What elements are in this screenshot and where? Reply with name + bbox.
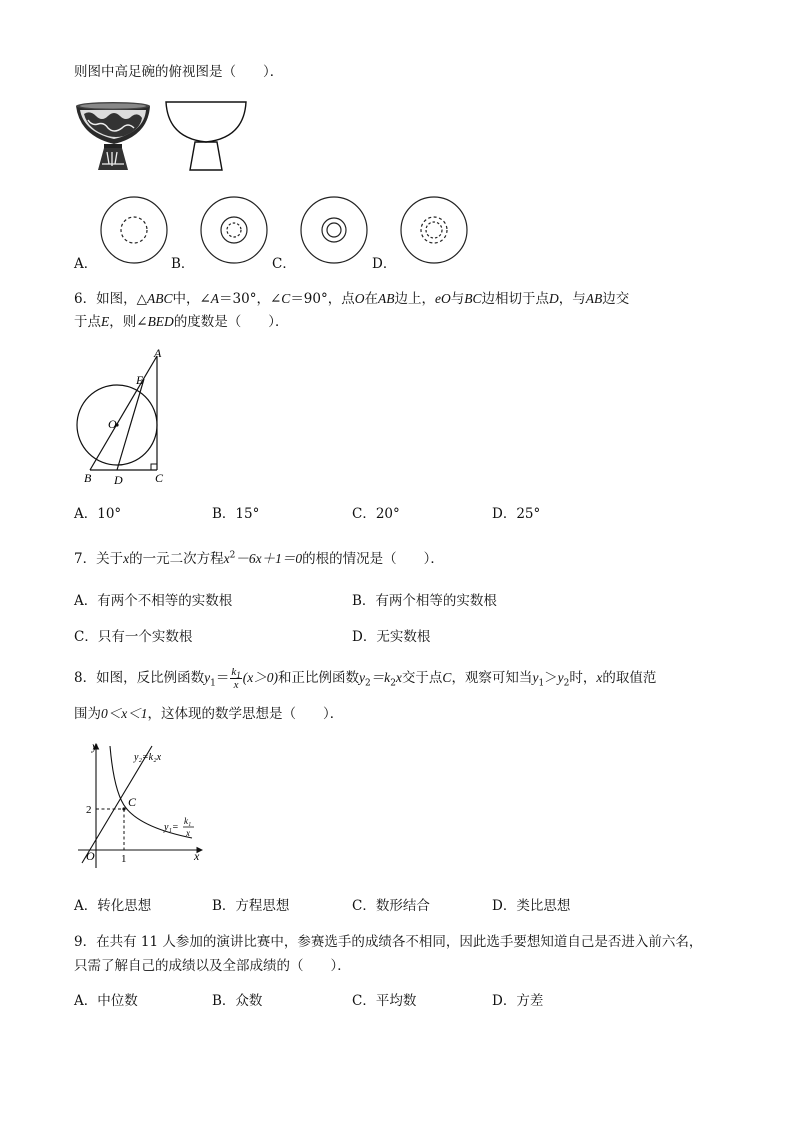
q7-option-a[interactable]: A．有两个不相等的实数根 [74,593,233,609]
curve-label-denominator: x [186,828,190,838]
bowl-option-b[interactable]: B． [171,256,195,272]
question-6-line-1: 6．如图，△ABC中，∠A＝30°，∠C＝90°，点O在AB边上，eO与BC边相切于点D，与AB边交 [74,291,630,307]
q8-option-d[interactable]: D．类比思想 [492,898,571,914]
question-8-function-graph [72,738,212,878]
label-c: C [155,471,164,485]
bowl-outline-drawing [166,102,246,170]
origin-label: O [86,849,95,863]
curve-label-numerator: k₁ [184,816,192,826]
label-o: O [108,417,117,431]
q7-option-c[interactable]: C．只有一个实数根 [74,629,193,645]
bowl-figures [74,98,254,178]
question-9-line-1: 9．在共有 11 人参加的演讲比赛中，参赛选手的成绩各不相同，因此选手要想知道自己是否进入前六名， [74,934,703,950]
q8-option-c[interactable]: C．数形结合 [352,898,430,914]
option-b-figure [201,197,267,263]
q9-option-a[interactable]: A．中位数 [74,993,138,1009]
tick-x-1: 1 [121,853,127,865]
bowl-option-c[interactable]: C． [272,256,296,272]
option-a-figure [101,197,167,263]
q6-option-c[interactable]: C．20° [352,506,400,522]
question-9-line-2: 只需了解自己的成绩以及全部成绩的（ ）． [74,958,351,974]
q7-option-b[interactable]: B．有两个相等的实数根 [352,593,497,609]
option-d-figure [401,197,467,263]
bowl-photo [76,102,150,170]
bowl-option-d[interactable]: D． [372,256,397,272]
segment-ab [90,356,157,470]
label-e: E [136,373,144,387]
q6-option-a[interactable]: A．10° [74,506,122,522]
axis-x-label: x [194,849,200,863]
q6-option-d[interactable]: D．25° [492,506,541,522]
line-label: y₂=k₂x [134,752,162,763]
axis-y-label: y [92,739,98,753]
label-a: A [154,346,162,360]
label-b: B [84,471,92,485]
q8-option-b[interactable]: B．方程思想 [212,898,290,914]
q9-option-b[interactable]: B．众数 [212,993,263,1009]
option-c-figure [301,197,367,263]
label-d: D [114,473,123,487]
question-7-stem: 7．关于x的一元二次方程$x^2-6x+1=0$的根的情况是（ ）． [74,550,444,567]
q7-option-d[interactable]: D．无实数根 [352,629,431,645]
q9-option-c[interactable]: C．平均数 [352,993,417,1009]
bowl-option-a[interactable]: A． [74,256,98,272]
question-5-stem-end: 则图中高足碗的俯视图是（ ）． [74,64,284,80]
segment-de [117,379,144,470]
curve-label: y₁= [164,822,179,833]
question-6-geometry-figure [70,346,180,488]
line-y2 [82,746,152,863]
point-c-label: C [128,795,137,809]
tick-y-2: 2 [86,804,92,816]
q6-option-b[interactable]: B．15° [212,506,260,522]
q8-option-a[interactable]: A．转化思想 [74,898,152,914]
question-8-line-2: 围为0＜x＜1，这体现的数学思想是（ ）． [74,706,344,722]
question-6-line-2: 于点E，则∠BED的度数是（ ）． [74,314,289,330]
q9-option-d[interactable]: D．方差 [492,993,544,1009]
question-8-line-1: 8．如图，反比例函数$y_1=$ $\frac{k_1}{x}$ (x＞0)和正比例函数$y_2=k_2x$交于点C，观察可知当$y_1>y_2$时，x的取值范 [74,666,657,691]
